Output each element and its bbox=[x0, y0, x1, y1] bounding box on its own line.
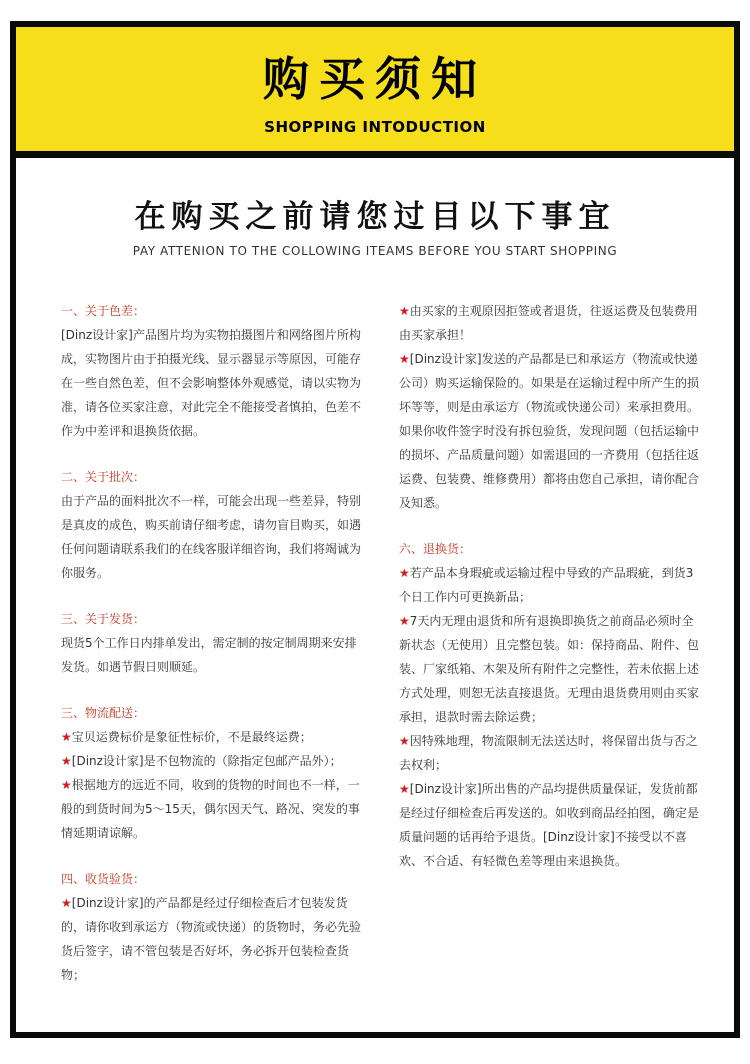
page-headline-subtitle: PAY ATTENION TO THE COLLOWING ITEAMS BEFORE YOU START SHOPPING bbox=[132, 244, 618, 258]
paragraph-text: [Dinz设计家]产品图片均为实物拍摄图片和网络图片所构成，实物图片由于拍摄光线、显示器显示等原因，可能存在一些自然色差，但不会影响整体外观感觉，请以实物为准，请各位买家注意，对此完全不能接受者慎拍，色差不作为中差评和退换货依据。 bbox=[61, 328, 362, 438]
notice-paragraph bbox=[61, 323, 361, 443]
right-column bbox=[399, 299, 699, 895]
star-icon: ★ bbox=[399, 614, 410, 628]
page-headline: 在购买之前请您过目以下事宜 bbox=[134, 199, 616, 235]
notice-section bbox=[61, 299, 361, 443]
notice-paragraph bbox=[61, 773, 361, 845]
paragraph-text: 因特殊地理，物流限制无法送达时，将保留出货与否之去权利； bbox=[399, 734, 698, 772]
paragraph-text: 由于产品的面料批次不一样，可能会出现一些差异，特别是真皮的成色，购买前请仔细考虑，请勿盲目购买，如遇任何问题请联系我们的在线客服详细咨询，我们将竭诚为你服务。 bbox=[61, 494, 362, 580]
section-title: 四、收货验货： bbox=[61, 872, 146, 886]
paragraph-text: 宝贝运费标价是象征性标价，不是最终运费； bbox=[71, 730, 312, 744]
paragraph-text: 若产品本身瑕疵或运输过程中导致的产品瑕疵，到货3个日工作内可更换新品； bbox=[399, 566, 694, 604]
notice-section bbox=[61, 867, 361, 987]
star-icon: ★ bbox=[399, 304, 410, 318]
banner-title: 购买须知 bbox=[263, 52, 487, 106]
section-title: 二、关于批次： bbox=[61, 470, 146, 484]
notice-paragraph bbox=[399, 609, 699, 729]
star-icon: ★ bbox=[61, 730, 72, 744]
star-icon: ★ bbox=[61, 754, 72, 768]
star-icon: ★ bbox=[399, 782, 410, 796]
notice-paragraph bbox=[61, 891, 361, 987]
section-title: 三、关于发货： bbox=[61, 612, 146, 626]
paragraph-text: 7天内无理由退货和所有退换即换货之前商品必须时全新状态（无使用）且完整包装。如：保持商品、附件、包装、厂家纸箱、木架及所有附件之完整性，若未依据上述方式处理，则恕无法直接退货。无理由退货费用则由买家承担，退款时需去除运费； bbox=[399, 614, 700, 724]
notice-paragraph bbox=[399, 561, 699, 609]
notice-paragraph bbox=[61, 725, 361, 749]
paragraph-text: 根据地方的远近不同，收到的货物的时间也不一样，一般的到货时间为5～15天，偶尔因天气、路况、突发的事情延期请谅解。 bbox=[61, 778, 360, 840]
banner-subtitle: SHOPPING INTODUCTION bbox=[264, 118, 486, 136]
notice-section bbox=[61, 465, 361, 585]
star-icon: ★ bbox=[61, 896, 72, 910]
notice-paragraph bbox=[61, 749, 361, 773]
star-icon: ★ bbox=[399, 734, 410, 748]
paragraph-text: [Dinz设计家]所出售的产品均提供质量保证，发货前都是经过仔细检查后再发送的。如收到商品经拍图，确定是质量问题的话再给予退货。[Dinz设计家]不接受以不喜欢、不合适、有轻微色差等理由来退换货。 bbox=[399, 782, 700, 868]
paragraph-text: [Dinz设计家]的产品都是经过仔细检查后才包装发货的，请你收到承运方（物流或快递）的货物时，务必先验货后签字，请不管包装是否好坏，务必拆开包装检查货物； bbox=[61, 896, 362, 982]
title-banner bbox=[16, 27, 734, 158]
paragraph-text: [Dinz设计家]是不包物流的（除指定包邮产品外）； bbox=[71, 754, 342, 768]
left-column bbox=[61, 299, 361, 1009]
paragraph-text: 由买家的主观原因拒签或者退货，往返运费及包装费用由买家承担！ bbox=[399, 304, 698, 342]
notice-paragraph bbox=[399, 347, 699, 515]
notice-paragraph bbox=[61, 489, 361, 585]
notice-paragraph bbox=[61, 631, 361, 679]
star-icon: ★ bbox=[61, 778, 72, 792]
notice-section bbox=[61, 607, 361, 679]
section-title: 一、关于色差： bbox=[61, 304, 146, 318]
paragraph-text: 现货5个工作日内排单发出，需定制的按定制周期来安排发货。如遇节假日则顺延。 bbox=[61, 636, 357, 674]
section-title: 六、退换货： bbox=[399, 542, 472, 556]
paragraph-text: [Dinz设计家]发送的产品都是已和承运方（物流或快递公司）购买运输保险的。如果是在运输过程中所产生的损坏等等，则是由承运方（物流或快递公司）来承担费用。如果你收件签字时没有拆包验货，发现问题（包括运输中的损坏、产品质量问题）如需退回的一齐费用（包括往返运费、包装费、维修费用）都将由您自己承担，请你配合及知悉。 bbox=[399, 352, 700, 510]
notice-section bbox=[61, 701, 361, 845]
notice-paragraph bbox=[399, 777, 699, 873]
section-title: 三、物流配送： bbox=[61, 706, 146, 720]
notice-frame bbox=[10, 21, 740, 1038]
notice-paragraph bbox=[399, 299, 699, 347]
star-icon: ★ bbox=[399, 352, 410, 366]
notice-paragraph bbox=[399, 729, 699, 777]
notice-section bbox=[399, 299, 699, 515]
star-icon: ★ bbox=[399, 566, 410, 580]
notice-section bbox=[399, 537, 699, 873]
